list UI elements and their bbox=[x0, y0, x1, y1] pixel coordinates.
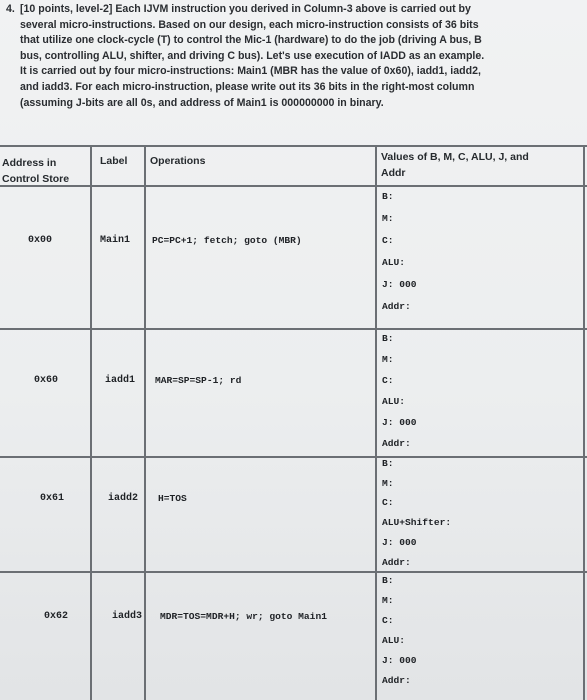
row-divider bbox=[0, 571, 587, 573]
value-j: J: 000 bbox=[382, 417, 417, 428]
header-values-line1: Values of B, M, C, ALU, J, and bbox=[381, 151, 529, 163]
value-m: M: bbox=[382, 478, 394, 489]
column-divider bbox=[375, 145, 377, 700]
value-c: C: bbox=[382, 615, 394, 626]
row-divider bbox=[0, 328, 587, 330]
value-m: M: bbox=[382, 354, 394, 365]
question-line: (assuming J-bits are all 0s, and address of Main1 is 000000000 in binary. bbox=[20, 96, 384, 109]
question-line: and iadd3. For each micro-instruction, please write out its 36 bits in the right-most column bbox=[20, 80, 475, 93]
value-j: J: 000 bbox=[382, 655, 417, 666]
header-address-line1: Address in bbox=[2, 157, 57, 169]
row-operations: MDR=TOS=MDR+H; wr; goto Main1 bbox=[160, 611, 327, 622]
value-addr: Addr: bbox=[382, 557, 411, 568]
header-label: Label bbox=[100, 155, 128, 167]
header-address-line2: Control Store bbox=[2, 173, 70, 185]
row-operations: PC=PC+1; fetch; goto (MBR) bbox=[152, 235, 302, 246]
row-label: iadd3 bbox=[112, 611, 143, 622]
header-bottom-border bbox=[0, 185, 587, 187]
question-text bbox=[20, 2, 580, 111]
value-alu: ALU: bbox=[382, 257, 406, 268]
question-line: It is carried out by four micro-instructions: Main1 (MBR has the value of 0x60), iadd1, iadd2, bbox=[20, 65, 481, 78]
question-number: 4. bbox=[6, 3, 15, 15]
value-c: C: bbox=[382, 375, 394, 386]
value-b: B: bbox=[382, 333, 394, 344]
value-m: M: bbox=[382, 595, 394, 606]
value-addr: Addr: bbox=[382, 675, 411, 686]
table-right-border bbox=[583, 145, 585, 700]
row-address: 0x00 bbox=[28, 235, 53, 246]
column-divider bbox=[144, 145, 146, 700]
header-values bbox=[381, 149, 529, 181]
header-address bbox=[2, 155, 69, 187]
value-m: M: bbox=[382, 213, 394, 224]
value-addr: Addr: bbox=[382, 301, 411, 312]
microinstruction-table bbox=[0, 145, 587, 700]
table-top-border bbox=[0, 145, 587, 147]
row-address: 0x60 bbox=[34, 375, 59, 386]
question-line: [10 points, level-2] Each IJVM instruction you derived in Column-3 above is carried out by bbox=[20, 3, 471, 15]
value-alu: ALU: bbox=[382, 635, 406, 646]
question-line: bus, controlling ALU, shifter, and driving C bus). Let's use execution of IADD as an example. bbox=[20, 49, 485, 62]
value-alu-shifter: ALU+Shifter: bbox=[382, 517, 452, 528]
question-line: several micro-instructions. Based on our design, each micro-instruction consists of 36 bits bbox=[20, 18, 479, 31]
value-b: B: bbox=[382, 575, 394, 586]
header-operations: Operations bbox=[150, 155, 206, 167]
row-divider bbox=[0, 456, 587, 458]
header-values-line2: Addr bbox=[381, 167, 406, 179]
value-addr: Addr: bbox=[382, 438, 411, 449]
value-b: B: bbox=[382, 458, 394, 469]
row-label: Main1 bbox=[100, 235, 131, 246]
column-divider bbox=[90, 145, 92, 700]
row-operations: H=TOS bbox=[158, 493, 187, 504]
row-label: iadd1 bbox=[105, 375, 136, 386]
value-j: J: 000 bbox=[382, 279, 417, 290]
row-address: 0x61 bbox=[40, 493, 65, 504]
row-operations: MAR=SP=SP-1; rd bbox=[155, 375, 242, 386]
value-b: B: bbox=[382, 191, 394, 202]
value-c: C: bbox=[382, 235, 394, 246]
value-c: C: bbox=[382, 497, 394, 508]
row-address: 0x62 bbox=[44, 611, 69, 622]
value-alu: ALU: bbox=[382, 396, 406, 407]
value-j: J: 000 bbox=[382, 537, 417, 548]
question-line: that utilize one clock-cycle (T) to control the Mic-1 (hardware) to do the job (driving A bus, B bbox=[20, 34, 482, 47]
row-label: iadd2 bbox=[108, 493, 139, 504]
